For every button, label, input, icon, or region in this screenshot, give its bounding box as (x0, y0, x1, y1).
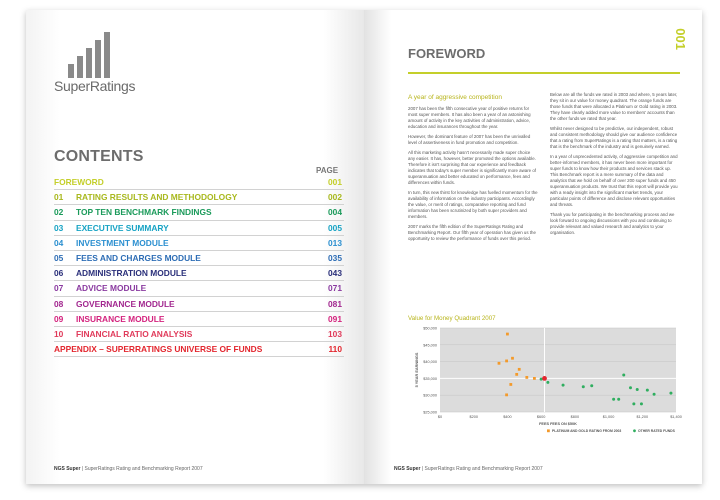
footer-brand: NGS Super (394, 466, 421, 472)
logo-bars-icon (68, 32, 118, 78)
data-point-platinum-gold (525, 376, 528, 379)
data-point-other (590, 384, 593, 387)
toc-page-number: 013 (328, 237, 342, 248)
toc-row[interactable] (54, 297, 344, 312)
toc-page-number: 005 (328, 222, 342, 233)
toc-number: 03 (54, 222, 64, 233)
toc-label: FINANCIAL RATIO ANALYSIS (76, 328, 193, 339)
toc-page-number: 035 (328, 252, 342, 263)
data-point-platinum-gold (511, 357, 514, 360)
toc-row[interactable] (54, 221, 344, 236)
data-point-other (653, 393, 656, 396)
toc-number: 04 (54, 237, 64, 248)
toc-page-number: 002 (328, 192, 342, 203)
toc-number: 05 (54, 252, 64, 263)
toc-row[interactable] (54, 205, 344, 220)
y-axis-label: 5 YEAR EARNINGS (415, 352, 419, 388)
body-paragraph: In a year of unprecedented activity, of aggressive competition and better-informed members, it has never been more important for super funds to know how their products and services stack up. This Benchmark report is a mere summary of the data and analytics that we hold on behalf of over 200 super funds and 450 superannuation products. We trust that this report will provide you with a ready insight into the significant market trends, your particular points of difference and disclose relevant opportunities and threats. (550, 154, 678, 207)
data-point-other (646, 389, 649, 392)
y-tick-label: $40,000 (423, 360, 437, 365)
text-column-left (408, 106, 538, 246)
x-tick-label: $600 (536, 415, 546, 419)
toc-number: 02 (54, 207, 64, 218)
toc-label: RATING RESULTS AND METHODOLOGY (76, 192, 238, 203)
toc-label: ADMINISTRATION MODULE (76, 268, 187, 279)
data-point-platinum-gold (505, 393, 508, 396)
legend-label: OTHER RATED FUNDS (638, 429, 675, 433)
data-point-platinum-gold (518, 368, 521, 371)
page-column-header: PAGE (316, 166, 339, 175)
toc-label: INVESTMENT MODULE (76, 237, 169, 248)
x-tick-label: $200 (469, 415, 478, 419)
data-point-other (669, 392, 672, 395)
chart-svg (402, 322, 692, 452)
x-tick-label: $400 (503, 415, 512, 419)
toc-page-number: 091 (328, 313, 342, 324)
x-tick-label: $1,200 (636, 415, 649, 419)
data-point-other (617, 398, 620, 401)
body-paragraph: Thank you for participating in the benchmarking process and we look forward to ongoing discussions with you and continuing to provide relevant and valued research and analytics to your organisation. (550, 212, 675, 235)
toc-label: GOVERNANCE MODULE (76, 298, 175, 309)
data-point-platinum-gold (506, 333, 509, 336)
body-paragraph: However, the dominant feature of 2007 has been the unrivalled level of assertiveness in fund promotion and competition. (408, 134, 531, 145)
right-page (364, 10, 702, 484)
body-paragraph: 2007 marks the fifth edition of the SuperRatings Rating and Benchmarking Report. Our fifth year of operation has given us the opportunity to review the performance of funds over this period. (408, 224, 536, 241)
toc-row[interactable] (54, 251, 344, 266)
body-paragraph: Whilst never designed to be predictive, our independent, robust and consistent methodology should give our audience confidence that a rating from SuperRatings is a rating that matters, is a rating that is the benchmark of the industry and is genuinely earned. (550, 126, 678, 149)
x-tick-label: $800 (570, 415, 580, 419)
data-point-platinum-gold (505, 360, 508, 363)
legend-label: PLATINUM AND GOLD RATING FROM 2003 (552, 429, 622, 433)
toc-page-number: 004 (328, 207, 342, 218)
toc-row[interactable] (54, 266, 344, 281)
page-title: FOREWORD (408, 46, 486, 61)
y-tick-label: $35,000 (423, 376, 437, 381)
table-of-contents (54, 175, 344, 357)
value-for-money-chart (402, 322, 692, 452)
toc-page-number: 081 (328, 298, 342, 309)
right-footer: NGS Super | SuperRatings Rating and Benchmarking Report 2007 (394, 466, 543, 472)
toc-label: EXECUTIVE SUMMARY (76, 222, 169, 233)
plot-area (440, 328, 676, 412)
data-point-other (640, 402, 643, 405)
toc-row[interactable] (54, 281, 344, 296)
y-tick-label: $50,000 (423, 326, 437, 331)
body-paragraph: 2007 has been the fifth consecutive year of positive returns for most super members. It has also been a year of an astonishing amount of activity in the key activities of administration, advice, education and insurances throughout the year. (408, 106, 531, 129)
data-point-other (546, 381, 549, 384)
toc-row[interactable] (54, 175, 344, 190)
data-point-platinum-gold (533, 377, 536, 380)
data-point-other (582, 385, 585, 388)
data-point-platinum-gold (498, 362, 501, 365)
toc-label: TOP TEN BENCHMARK FINDINGS (76, 207, 212, 218)
x-tick-label: $1,400 (670, 415, 682, 419)
text-column-right (550, 92, 680, 240)
superratings-logo (54, 32, 164, 96)
body-paragraph: Below are all the funds we rated in 2003 and where, 5 years later, they sit in our value for money quadrant. The orange funds are those funds that were allocated a Platinum or Gold rating in 2003. They have clearly added more value to members' accounts than the other funds we rated that year. (550, 92, 678, 121)
toc-number: 09 (54, 313, 64, 324)
body-paragraph: In turn, this new thirst for knowledge has fuelled momentum for the availability of information on the industry participants. Accordingly the value, or merit of ratings, comparative reporting and fund information has been scrutinized by both super providers and members. (408, 190, 538, 219)
title-divider (408, 72, 680, 74)
toc-row[interactable] (54, 312, 344, 327)
contents-title: CONTENTS (54, 148, 144, 165)
footer-brand: NGS Super (54, 466, 81, 472)
body-paragraph: All this marketing activity hasn't necessarily made super choice any easier. It has, however, better promoted the options available. Therefore it isn't surprising that our experience and feedback indicates that today's super member is significantly more aware of superannuation and better educated on performance, fees and differences within funds. (408, 150, 536, 185)
y-tick-label: $45,000 (423, 343, 437, 348)
y-tick-label: $25,000 (423, 410, 437, 415)
data-point-other (632, 402, 635, 405)
toc-number: 07 (54, 283, 64, 294)
x-tick-label: $0 (437, 415, 443, 419)
toc-page-number: 103 (328, 328, 342, 339)
brochure-spread (26, 10, 702, 484)
toc-row[interactable] (54, 342, 344, 357)
data-point-other (636, 388, 639, 391)
toc-row[interactable] (54, 190, 344, 205)
toc-row[interactable] (54, 236, 344, 251)
data-point-other (612, 398, 615, 401)
x-tick-label: $1,000 (602, 415, 615, 419)
footer-text: SuperRatings Rating and Benchmarking Report 2007 (84, 466, 203, 472)
toc-row[interactable] (54, 327, 344, 342)
legend-swatch-other (633, 429, 636, 432)
toc-label: FEES AND CHARGES MODULE (76, 252, 201, 263)
toc-label: INSURANCE MODULE (76, 313, 165, 324)
toc-number: 08 (54, 298, 64, 309)
toc-label: ADVICE MODULE (76, 283, 147, 294)
x-axis-label: FEES FEES ON $50K (539, 422, 577, 426)
data-point-other (629, 386, 632, 389)
toc-label: FOREWORD (54, 177, 104, 187)
y-tick-label: $30,000 (423, 393, 437, 398)
left-page (26, 10, 364, 484)
footer-text: SuperRatings Rating and Benchmarking Report 2007 (424, 466, 543, 472)
data-point-other (622, 374, 625, 377)
toc-number: 06 (54, 268, 64, 279)
page-number: 001 (673, 28, 688, 50)
legend-swatch-platinum-gold (547, 429, 550, 432)
toc-label: APPENDIX – SUPERRATINGS UNIVERSE OF FUNDS (54, 344, 263, 355)
data-point-platinum-gold (515, 373, 518, 376)
toc-number: 10 (54, 328, 64, 339)
left-footer: NGS Super | SuperRatings Rating and Benchmarking Report 2007 (54, 466, 203, 472)
logo-text: SuperRatings (54, 78, 136, 94)
toc-page-number: 043 (328, 268, 342, 279)
highlight-point (542, 376, 547, 381)
toc-page-number: 001 (328, 177, 342, 187)
data-point-other (562, 384, 565, 387)
chart-title: Value for Money Quadrant 2007 (408, 315, 496, 322)
toc-page-number: 110 (328, 344, 342, 355)
toc-page-number: 071 (328, 283, 342, 294)
data-point-platinum-gold (509, 383, 512, 386)
toc-number: 01 (54, 192, 64, 203)
section-subhead: A year of aggressive competition (408, 94, 502, 101)
